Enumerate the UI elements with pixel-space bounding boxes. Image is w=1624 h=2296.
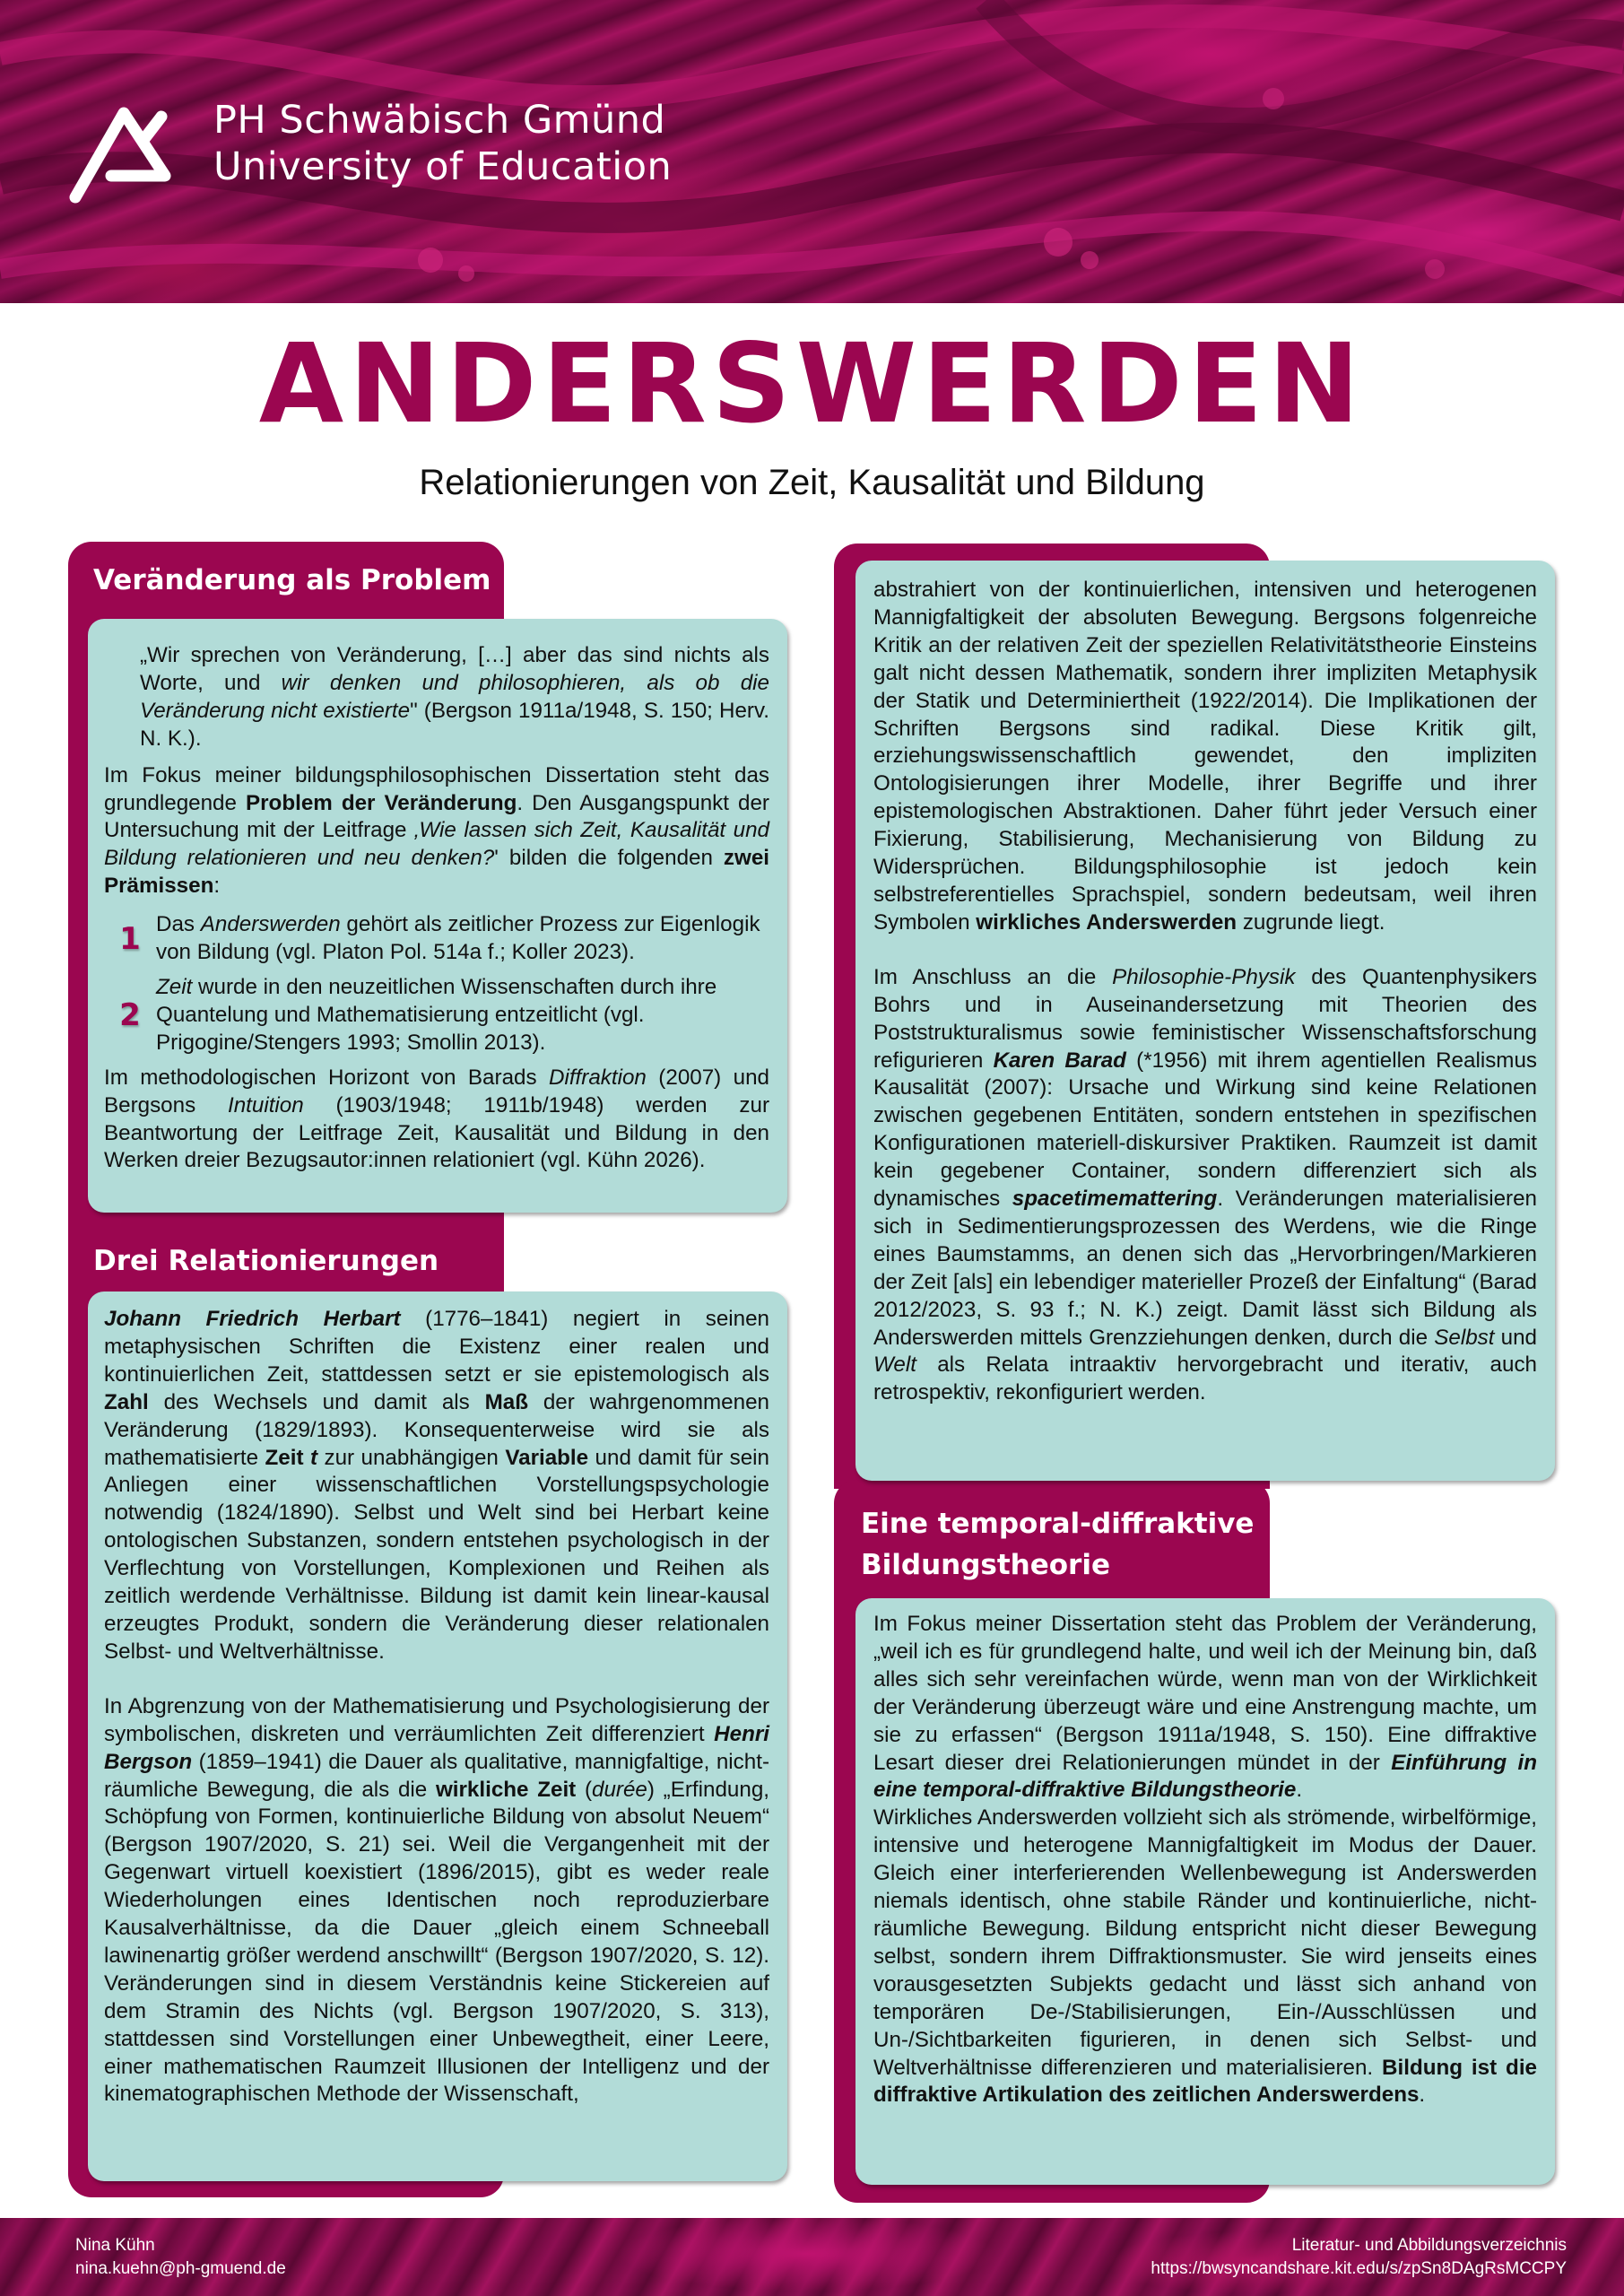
method-text: Im methodologischen Horizont von Barads — [104, 1065, 549, 1090]
barad-text: (*1956) mit ihrem agentiellen Realismus Kausalität (2007): Ursache und Wirkung sind keine Relationen zwischen gegebenen Entitäten, sondern entstehen in spezifischen Konfigurationen materiell-diskursiver Praktiken. Raumzeit ist damit kein gegebener Container, sondern differenziert sich als dynamisches — [873, 1048, 1537, 1212]
bergson-text: ) „Erfindung, Schöpfung von Formen, kontinuierliche Bildung von absolut Neuem“ (Bergson 1907/2020, S. 21) sei. Weil die Vergangenheit mit der Gegenwart virtuell koexistiert (1896/2015), gibt es weder reale Wiederholungen eines Identischen noch reproduzierbare Kausalverhältnisse, da die Dauer „gleich einem Schneeball lawinenartig größer werdend anschwillt“ (Bergson 1907/2020, S. 12). Veränderungen sind in diesem Verständnis keine Stickereien auf dem Stramin des Nichts (vgl. Bergson 1907/2020, S. 313), stattdessen sind Vorstellungen einer Unbewegtheit, einer Leere, einer mathematischen Raumzeit Illusionen der Intelligenz und der kinematographischen Methode der Wissenschaft, — [104, 1777, 769, 2107]
theory-conclusion: Bildung ist die diffraktive Artikulation des zeitlichen Anderswerdens — [873, 2055, 1537, 2108]
relations-card-left — [88, 1292, 787, 2181]
intro-bold: zwei Prämissen — [104, 846, 770, 899]
university-name-line1: PH Schwäbisch Gmünd — [213, 98, 666, 143]
herbart-bold: Zeit — [265, 1445, 310, 1470]
university-logo-icon — [68, 100, 203, 206]
barad-text: Im Anschluss an die — [873, 964, 1113, 989]
premise-number: 1 — [119, 920, 141, 957]
herbart-bold-italic: t — [309, 1445, 318, 1470]
intro-text: Im Fokus meiner bildungsphilosophischen Dissertation steht das grundlegende — [104, 762, 769, 815]
references-info — [1151, 2234, 1567, 2281]
bergson-continuation-paragraph — [873, 577, 1537, 937]
herbart-text: und damit für sein Anliegen einer wissenschaftlichen Vorstellungspsychologie notwendig (1824/1890). Selbst und Welt sind bei Herbart keine ontologischen Substanzen, sondern entstehen psychologisch in der Verflechtung von Vorstellungen, Komplexionen und Reihen als zeitlich werdende Verhältnisse. Bildung ist damit kein linear-kausal erzeugtes Produkt, sondern die Veränderung dieser relationalen Selbst- und Weltverhältnisse. — [104, 1445, 769, 1664]
barad-italic: Philosophie-Physik — [1112, 964, 1296, 989]
intro-text: ' bilden die folgenden — [494, 846, 724, 871]
bergson-italic: durée — [592, 1777, 647, 1802]
university-name — [213, 97, 672, 190]
premise-1 — [104, 911, 769, 967]
author-info — [75, 2234, 286, 2281]
method-text: (1903/1948; 1911b/1948) werden zur Beantwortung der Leitfrage Zeit, Kausalität und Bildung in den Werken dreier Bezugsautor:innen relationiert (vgl. Kühn 2026). — [104, 1092, 769, 1173]
bergson-text: In Abgrenzung von der Mathematisierung und Psychologisierung der symbolischen, diskreten und verräumlichten Zeit differenziert — [104, 1693, 769, 1746]
relations-card-right — [855, 561, 1555, 1481]
barad-text: als Relata intraaktiv hervorgebracht und iterativ, auch retrospektiv, rekonfiguriert werden. — [873, 1352, 1537, 1405]
continuation-text: abstrahiert von der kontinuierlichen, intensiven und heterogenen Mannigfaltigkeit der absoluten Bewegung. Bergsons folgenreiche Kritik an der relativen Zeit der speziellen Relativitätstheorie Einsteins galt nicht dessen Mathematik, sondern ihrer impliziten Metaphysik der Statik und Determiniertheit (1922/2014). Die Implikationen der Schriften Bergsons sind radikal. Diese Kritik gilt, erziehungswissenschaftlich gewendet, den impliziten Ontologisierungen ihrer Modelle, ihrer Begriffe und ihrer epistemologischen Abstraktionen. Daher führt jeder Versuch einer Fixierung, Stabilisierung, Mechanisierung von Bildung zu Widersprüchen. Bildungsphilosophie ist jedoch kein selbstreferentielles Sprachspiel, sondern bedeutsam, weil ihren Symbolen — [873, 578, 1537, 935]
author-email-link[interactable]: nina.kuehn@ph-gmuend.de — [75, 2259, 286, 2278]
herbart-bold: Zahl — [104, 1389, 149, 1414]
method-paragraph — [104, 1065, 769, 1176]
paragraph-gap — [104, 1666, 769, 1693]
continuation-text: zugrunde liegt. — [1237, 909, 1385, 935]
section-heading-theory-line1: Eine temporal-diffraktive — [861, 1508, 1255, 1540]
theory-bold-italic: Einführung in eine temporal-diffraktive Bildungstheorie — [873, 1750, 1537, 1803]
barad-text: des Quantenphysikers Bohrs und in Auseinandersetzung mit Theorien des Poststrukturalismus sowie feministischer Wissenschaftsforschung refigurieren — [873, 964, 1537, 1073]
problem-card — [88, 619, 787, 1213]
author-name: Johann Friedrich Herbart — [104, 1307, 401, 1331]
method-text: (2007) und Bergsons — [104, 1065, 770, 1118]
herbart-text: der wahrgenommenen Veränderung (1829/1893). Konsequenterweise wird sie als mathematisierte — [104, 1389, 769, 1470]
bergson-bold: wirkliche Zeit — [435, 1777, 577, 1802]
premise-emphasis: Anderswerden — [200, 912, 341, 937]
premise-text — [156, 974, 769, 1057]
references-link[interactable]: https://bwsyncandshare.kit.edu/s/zpSn8DAgRsMCCPY — [1151, 2259, 1567, 2278]
premise-text-part: Das — [156, 912, 201, 937]
section-heading-theory-line2: Bildungstheorie — [861, 1549, 1111, 1581]
method-emphasis: Intuition — [227, 1092, 304, 1118]
barad-paragraph — [873, 964, 1537, 1408]
university-name-line2: University of Education — [213, 144, 673, 189]
header-banner — [0, 0, 1624, 303]
premise-text — [156, 911, 769, 967]
theory-text: . — [1419, 2083, 1426, 2108]
herbart-bold: Variable — [505, 1445, 589, 1470]
section-heading-problem: Veränderung als Problem — [93, 564, 491, 596]
paragraph-gap — [873, 937, 1537, 964]
theory-text: . — [1296, 1778, 1303, 1803]
author-name: Karen Barad — [993, 1048, 1126, 1073]
theory-paragraph-2 — [873, 1805, 1537, 2109]
bergson-text: ( — [576, 1777, 593, 1802]
bergson-paragraph — [104, 1693, 769, 2109]
theory-text: Wirkliches Anderswerden vollzieht sich als strömende, wirbelförmige, intensive und heterogene Mannigfaltigkeit im Modus der Dauer. Gleich einer interferierenden Wellenbewegung ist Anderswerden niemals identisch, ohne stabile Ränder und kontinuierliche, nicht-räumliche Bewegung. Bildung entspricht nicht dieser Bewegung selbst, sondern ihrem Diffraktionsmuster. Sie wird jenseits eines vorausgesetzten Subjekts gedacht und lässt sich anhand von temporären De-/Stabilisierungen, Ein-/Ausschlüssen und Un-/Sichtbarkeiten figurieren, in denen sich Selbst- und Weltverhältnisse differenzieren und materialisieren. — [873, 1805, 1537, 2080]
author-name: Henri Bergson — [104, 1721, 769, 1774]
premise-2 — [104, 974, 769, 1057]
poster-title: ANDERSWERDEN — [258, 320, 1366, 448]
herbart-text: des Wechsels und damit als — [148, 1389, 485, 1414]
section-heading-relations: Drei Relationierungen — [93, 1245, 439, 1277]
intro-paragraph — [104, 762, 769, 901]
research-question: ‚Wie lassen sich Zeit, Kausalität und Bildung relationieren und neu denken? — [104, 818, 769, 871]
herbart-text: zur unabhängigen — [317, 1445, 506, 1470]
premise-emphasis: Zeit — [156, 974, 193, 999]
barad-bold-italic: spacetimemattering — [1012, 1187, 1218, 1212]
quote-text: „Wir sprechen von Veränderung, […] aber das sind nichts als Worte, und — [140, 643, 769, 695]
herbart-text: (1776–1841) negiert in seinen metaphysischen Schriften die Existenz einer realen und kontinuierlichen Zeit, stattdessen setzt er sie epistemologisch als — [104, 1307, 769, 1387]
theory-paragraph-1 — [873, 1611, 1537, 1805]
method-emphasis: Diffraktion — [549, 1065, 647, 1090]
theory-card — [855, 1598, 1555, 2185]
theory-text: Im Fokus meiner Dissertation steht das Problem der Veränderung, „weil ich es für grundlegend halte, und weil ich der Meinung bin, daß alles sich sehr vereinfachen würde, wenn man von der Wirklichkeit der Veränderung überzeugt wäre und eine Anstrengung machte, um sie zu erfassen“ (Bergson 1911a/1948, S. 150). Eine diffraktive Lesart dieser drei Relationierungen mündet in der — [873, 1612, 1537, 1775]
barad-text: und — [1494, 1325, 1537, 1350]
opening-quote — [104, 642, 769, 753]
intro-text: . Den Ausgangspunkt der Untersuchung mit der Leitfrage — [104, 790, 769, 843]
quote-citation: " (Bergson 1911a/1948, S. 150; Herv. N. K.). — [140, 698, 769, 751]
quote-emphasis: wir denken und philosophieren, als ob die Veränderung nicht existierte — [140, 670, 769, 723]
premise-text-part: wurde in den neuzeitlichen Wissenschaften durch ihre Quantelung und Mathematisierung entzeitlicht (vgl. Prigogine/Stengers 1993; Smollin 2013). — [156, 974, 717, 1055]
section-heading-theory — [861, 1503, 1254, 1586]
author-name-footer: Nina Kühn — [75, 2236, 155, 2255]
continuation-bold: wirkliches Anderswerden — [976, 909, 1238, 935]
premise-number: 2 — [119, 996, 141, 1033]
footer — [0, 2218, 1624, 2296]
intro-bold: Problem der Veränderung — [246, 790, 517, 815]
bergson-text: (1859–1941) die Dauer als qualitative, mannigfaltige, nicht-räumliche Bewegung, die als die — [104, 1749, 769, 1802]
premise-text-part: gehört als zeitlicher Prozess zur Eigenlogik von Bildung (vgl. Platon Pol. 514a f.; Koller 2023). — [156, 912, 760, 965]
herbart-bold: Maß — [484, 1389, 528, 1414]
references-label: Literatur- und Abbildungsverzeichnis — [1291, 2236, 1567, 2255]
herbart-paragraph — [104, 1306, 769, 1666]
intro-text: : — [213, 874, 221, 899]
barad-italic: Selbst — [1434, 1325, 1495, 1350]
poster-subtitle: Relationierungen von Zeit, Kausalität und Bildung — [419, 463, 1205, 502]
barad-italic: Welt — [873, 1352, 916, 1378]
barad-text: . Veränderungen materialisieren sich in Sedimentierungsprozessen des Werdens, wie die Ringe eines Baumstamms, an denen sich das „Hervorbringen/Markieren der Zeit [als] ein lebendiger materieller Prozeß der Einfaltung“ (Barad 2012/2023, S. 93 f.; N. K.) zeigt. Damit lässt sich Bildung als Anderswerden mittels Grenzziehungen denken, durch die — [873, 1187, 1537, 1350]
